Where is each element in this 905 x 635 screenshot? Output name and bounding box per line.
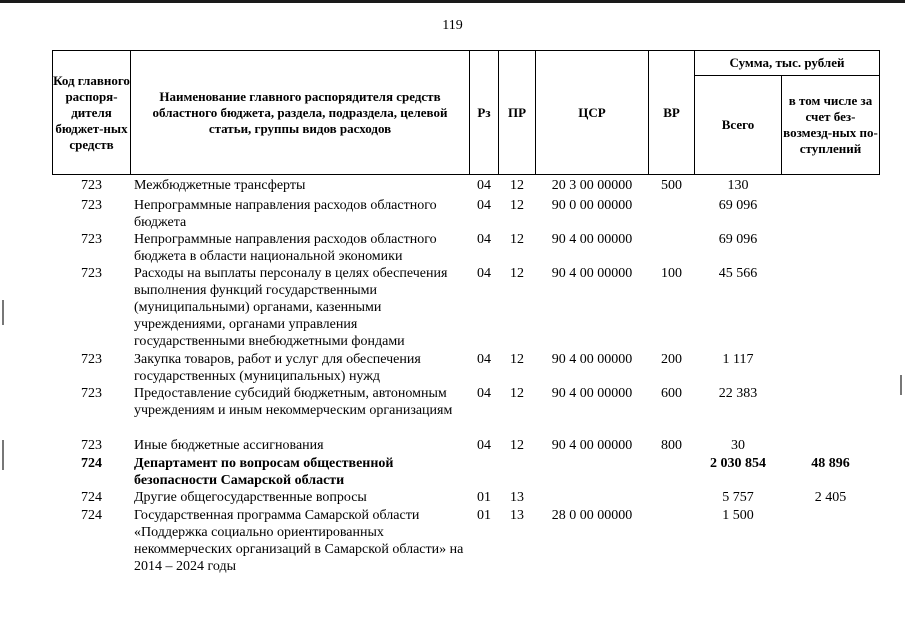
header-rz: Рз	[469, 50, 499, 175]
cell-csr: 90 4 00 00000	[551, 438, 633, 453]
cell-csr: 90 0 00 00000	[551, 198, 633, 213]
cell-all: 2 030 854	[710, 456, 766, 471]
cell-incl: 48 896	[811, 456, 850, 471]
header-name: Наименование главного распорядителя средств областного бюджета, раздела, подраздела, целевой статьи, группы видов расходов	[130, 50, 470, 175]
cell-all: 45 566	[718, 266, 758, 281]
header-incl: в том числе за счет без-возмезд-ных по-ступлений	[781, 75, 880, 175]
cell-name: Иные бюджетные ассигнования	[134, 438, 324, 453]
cell-rz: 04	[477, 198, 491, 213]
cell-kod: 723	[81, 386, 102, 401]
cell-rz: 04	[477, 266, 491, 281]
header-csr: ЦСР	[535, 50, 649, 175]
cell-csr: 90 4 00 00000	[551, 352, 633, 367]
cell-name: Межбюджетные трансферты	[134, 178, 306, 193]
cell-all: 69 096	[718, 198, 758, 213]
cell-rz: 04	[477, 178, 491, 193]
header-sum: Сумма, тыс. рублей	[694, 50, 880, 76]
cell-pr: 12	[510, 198, 524, 213]
cell-pr: 12	[510, 232, 524, 247]
cell-vr: 200	[661, 352, 682, 367]
cell-all: 22 383	[718, 386, 758, 401]
scan-artifact	[2, 300, 4, 325]
cell-name: Расходы на выплаты персоналу в целях обеспечения выполнения функций государственными (муниципальными) органами, казенными учреждениями, органами управления государственными внебюджетными фондами	[134, 266, 448, 349]
cell-csr: 90 4 00 00000	[551, 386, 633, 401]
cell-kod: 723	[81, 438, 102, 453]
cell-rz: 01	[477, 508, 491, 523]
cell-kod: 723	[81, 178, 102, 193]
cell-vr: 800	[661, 438, 682, 453]
cell-pr: 13	[510, 490, 524, 505]
cell-all: 130	[727, 178, 749, 193]
cell-kod: 724	[81, 508, 102, 523]
cell-kod: 723	[81, 232, 102, 247]
cell-name: Департамент по вопросам общественной безопасности Самарской области	[134, 456, 394, 488]
cell-pr: 12	[510, 352, 524, 367]
cell-rz: 04	[477, 386, 491, 401]
cell-pr: 13	[510, 508, 524, 523]
cell-pr: 12	[510, 266, 524, 281]
cell-all: 1 500	[722, 508, 754, 523]
scan-artifact	[2, 440, 4, 470]
cell-csr: 90 4 00 00000	[551, 232, 633, 247]
cell-name: Закупка товаров, работ и услуг для обеспечения государственных (муниципальных) нужд	[134, 352, 421, 384]
cell-csr: 90 4 00 00000	[551, 266, 633, 281]
cell-incl: 2 405	[814, 490, 847, 505]
cell-vr: 600	[661, 386, 682, 401]
page-top-rule	[0, 0, 905, 3]
cell-name: Государственная программа Самарской области «Поддержка социально ориентированных некоммерческих организаций в Самарской области» на 2014 – 2024 годы	[134, 508, 464, 574]
cell-rz: 04	[477, 352, 491, 367]
header-kod: Код главного распоря-дителя бюджет-ных средств	[52, 50, 131, 175]
cell-all: 69 096	[718, 232, 758, 247]
cell-rz: 04	[477, 232, 491, 247]
cell-csr: 20 3 00 00000	[551, 178, 633, 193]
page-number: 119	[442, 18, 463, 33]
cell-name: Непрограммные направления расходов областного бюджета	[134, 198, 437, 230]
cell-all: 1 117	[722, 352, 754, 367]
cell-kod: 723	[81, 198, 102, 213]
cell-name: Непрограммные направления расходов областного бюджета в области национальной экономики	[134, 232, 437, 264]
header-all: Всего	[694, 75, 782, 175]
cell-name: Предоставление субсидий бюджетным, автономным учреждениям и иным некоммерческим организациям	[134, 386, 453, 418]
cell-pr: 12	[510, 438, 524, 453]
cell-kod: 723	[81, 352, 102, 367]
cell-pr: 12	[510, 178, 524, 193]
cell-name: Другие общегосударственные вопросы	[134, 490, 367, 505]
cell-kod: 724	[81, 490, 102, 505]
cell-pr: 12	[510, 386, 524, 401]
cell-vr: 100	[661, 266, 682, 281]
cell-all: 5 757	[722, 490, 754, 505]
scan-artifact	[900, 375, 902, 395]
cell-kod: 724	[81, 456, 102, 471]
cell-vr: 500	[661, 178, 682, 193]
header-pr: ПР	[498, 50, 536, 175]
cell-rz: 01	[477, 490, 491, 505]
cell-all: 30	[731, 438, 745, 453]
header-vr: ВР	[648, 50, 695, 175]
cell-rz: 04	[477, 438, 491, 453]
cell-kod: 723	[81, 266, 102, 281]
cell-csr: 28 0 00 00000	[551, 508, 633, 523]
